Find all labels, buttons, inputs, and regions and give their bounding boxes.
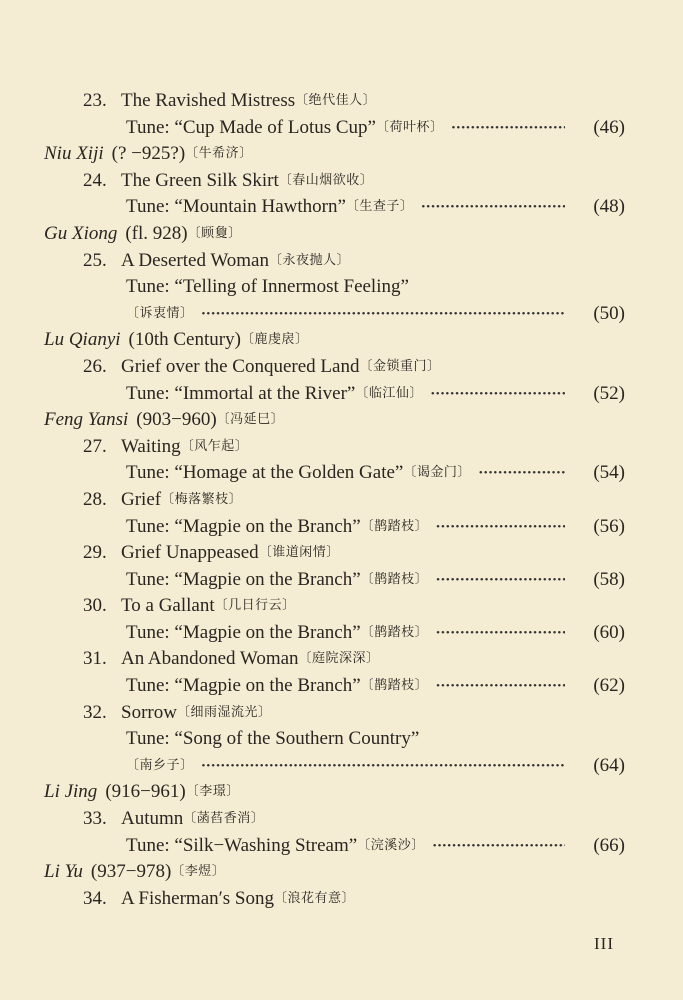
entry-number: 34. — [83, 887, 107, 909]
poem-entry — [0, 487, 683, 514]
poem-title: Grief — [121, 488, 162, 510]
chinese-tune: 〔生查子〕 — [345, 199, 414, 215]
tune-line — [0, 514, 683, 541]
poem-title: Sorrow — [121, 701, 177, 723]
entry-number: 32. — [83, 701, 107, 723]
poem-title: A Fisherman′s Song — [121, 887, 275, 909]
author-heading — [0, 859, 683, 886]
dot-leader — [436, 514, 565, 541]
chinese-name: 〔冯延巳〕 — [216, 412, 285, 428]
page-ref: (56) — [593, 515, 625, 537]
tune-name: Tune: “Magpie on the Branch” — [126, 515, 361, 537]
poem-title: Autumn — [121, 808, 184, 830]
dot-leader — [452, 115, 566, 142]
chinese-name: 〔李煜〕 — [171, 864, 226, 880]
entry-number: 25. — [83, 249, 107, 271]
chinese-title: 〔绝代佳人〕 — [295, 93, 377, 108]
chinese-title: 〔几日行云〕 — [214, 598, 296, 614]
tune-name: Tune: “Telling of Innermost Feeling” — [126, 276, 409, 298]
tune-line — [0, 620, 683, 647]
poem-entry — [0, 700, 683, 727]
poem-title: An Abandoned Woman — [121, 648, 299, 670]
poem-entry — [0, 434, 683, 461]
tune-line — [0, 274, 683, 301]
tune-line — [0, 673, 683, 700]
poem-entry — [0, 88, 683, 115]
dot-leader — [421, 194, 565, 221]
chinese-tune: 〔临江仙〕 — [355, 385, 423, 401]
dot-leader — [202, 753, 565, 780]
poem-title: The Green Silk Skirt — [121, 169, 279, 191]
chinese-title: 〔梅落繁枝〕 — [161, 491, 243, 507]
tune-name: Tune: “Magpie on the Branch” — [126, 621, 361, 643]
author-name: Li Yu — [44, 861, 83, 883]
dot-leader — [436, 567, 565, 594]
author-name: Niu Xiji — [44, 143, 104, 165]
tune-line — [0, 567, 683, 594]
chinese-tune: 〔鹊踏枝〕 — [360, 624, 429, 640]
author-dates: (fl. 928) — [125, 222, 188, 244]
chinese-title: 〔风乍起〕 — [180, 438, 249, 454]
poem-entry — [0, 806, 683, 833]
page-ref: (54) — [593, 462, 625, 484]
chinese-tune: 〔南乡子〕 — [126, 757, 194, 773]
entry-number: 24. — [83, 169, 107, 191]
entry-number: 27. — [83, 435, 107, 457]
tune-name: Tune: “Cup Made of Lotus Cup” — [126, 116, 376, 138]
chinese-title: 〔庭院深深〕 — [298, 651, 380, 667]
tune-line — [0, 460, 683, 487]
poem-title: A Deserted Woman — [121, 249, 269, 271]
poem-entry — [0, 540, 683, 567]
author-name: Li Jing — [44, 781, 98, 803]
entry-number: 29. — [83, 542, 107, 564]
tune-name: Tune: “Homage at the Golden Gate” — [126, 462, 404, 484]
poem-title: Grief Unappeased — [121, 542, 259, 564]
chinese-title: 〔浪花有意〕 — [274, 890, 356, 906]
dot-leader — [436, 620, 565, 647]
tune-line — [0, 381, 683, 408]
dot-leader — [436, 673, 565, 700]
author-dates: (10th Century) — [128, 329, 241, 351]
chinese-tune: 〔浣溪沙〕 — [357, 837, 425, 853]
chinese-tune: 〔荷叶杯〕 — [375, 119, 444, 135]
author-heading — [0, 407, 683, 434]
entry-number: 26. — [83, 355, 107, 377]
chinese-tune: 〔鹊踏枝〕 — [360, 571, 429, 587]
poem-title: The Ravished Mistress — [121, 90, 296, 111]
tune-name: Tune: “Immortal at the River” — [126, 382, 356, 404]
entry-number: 28. — [83, 488, 107, 510]
chinese-tune: 〔诉衷情〕 — [126, 305, 194, 321]
page-ref: (62) — [593, 675, 625, 697]
poem-entry — [0, 646, 683, 673]
tune-line — [0, 301, 683, 328]
page-ref: (66) — [593, 834, 625, 856]
author-dates: (937−978) — [90, 861, 172, 883]
tune-line — [0, 753, 683, 780]
chinese-tune: 〔鹊踏枝〕 — [360, 518, 429, 534]
poem-entry — [0, 886, 683, 913]
dot-leader — [202, 301, 565, 328]
chinese-title: 〔春山烟欲收〕 — [278, 172, 374, 188]
page-ref: (64) — [593, 754, 625, 776]
author-heading — [0, 141, 683, 168]
author-dates: (903−960) — [136, 409, 217, 431]
table-of-contents — [0, 88, 683, 912]
poem-title: Grief over the Conquered Land — [121, 355, 360, 377]
page-ref: (52) — [593, 382, 625, 404]
tune-name: Tune: “Magpie on the Branch” — [126, 568, 361, 590]
author-name: Feng Yansi — [44, 409, 129, 431]
tune-name: Tune: “Silk−Washing Stream” — [126, 834, 358, 856]
page-ref: (60) — [593, 621, 625, 643]
tune-name: Tune: “Mountain Hawthorn” — [126, 196, 346, 218]
poem-entry — [0, 593, 683, 620]
entry-number: 31. — [83, 648, 107, 670]
tune-name: Tune: “Magpie on the Branch” — [126, 675, 361, 697]
chinese-title: 〔菡萏香消〕 — [183, 811, 265, 827]
page-ref: (58) — [593, 568, 625, 590]
author-heading — [0, 221, 683, 248]
author-dates: (? −925?) — [111, 143, 186, 165]
poem-title: Waiting — [121, 435, 181, 457]
poem-entry — [0, 168, 683, 195]
chinese-name: 〔鹿虔扆〕 — [240, 332, 309, 348]
author-dates: (916−961) — [105, 781, 186, 803]
tune-line — [0, 115, 683, 142]
entry-number: 23. — [83, 90, 107, 111]
author-heading — [0, 327, 683, 354]
chinese-tune: 〔鹊踏枝〕 — [360, 678, 429, 694]
poem-entry — [0, 248, 683, 275]
chinese-title: 〔金锁重门〕 — [359, 358, 441, 374]
tune-name: Tune: “Song of the Southern Country” — [126, 728, 420, 750]
tune-line — [0, 726, 683, 753]
chinese-name: 〔顾敻〕 — [187, 225, 242, 241]
poem-entry — [0, 354, 683, 381]
entry-number: 33. — [83, 808, 107, 830]
entry-number: 30. — [83, 595, 107, 617]
page-ref: (50) — [593, 302, 625, 324]
author-heading — [0, 779, 683, 806]
chinese-title: 〔永夜抛人〕 — [268, 252, 350, 268]
author-name: Gu Xiong — [44, 222, 118, 244]
dot-leader — [431, 381, 565, 408]
chinese-title: 〔谁道闲情〕 — [258, 545, 340, 561]
page-ref: (48) — [593, 196, 625, 218]
chinese-name: 〔牛希济〕 — [185, 146, 253, 162]
tune-line — [0, 194, 683, 221]
tune-line — [0, 833, 683, 860]
page-number: III — [594, 934, 614, 953]
dot-leader — [433, 833, 565, 860]
poem-title: To a Gallant — [121, 595, 215, 617]
dot-leader — [479, 460, 565, 487]
chinese-tune: 〔谒金门〕 — [403, 465, 471, 481]
page-ref: (46) — [593, 116, 625, 138]
chinese-title: 〔细雨湿流光〕 — [176, 704, 272, 720]
author-name: Lu Qianyi — [44, 329, 121, 351]
chinese-name: 〔李璟〕 — [185, 784, 240, 800]
